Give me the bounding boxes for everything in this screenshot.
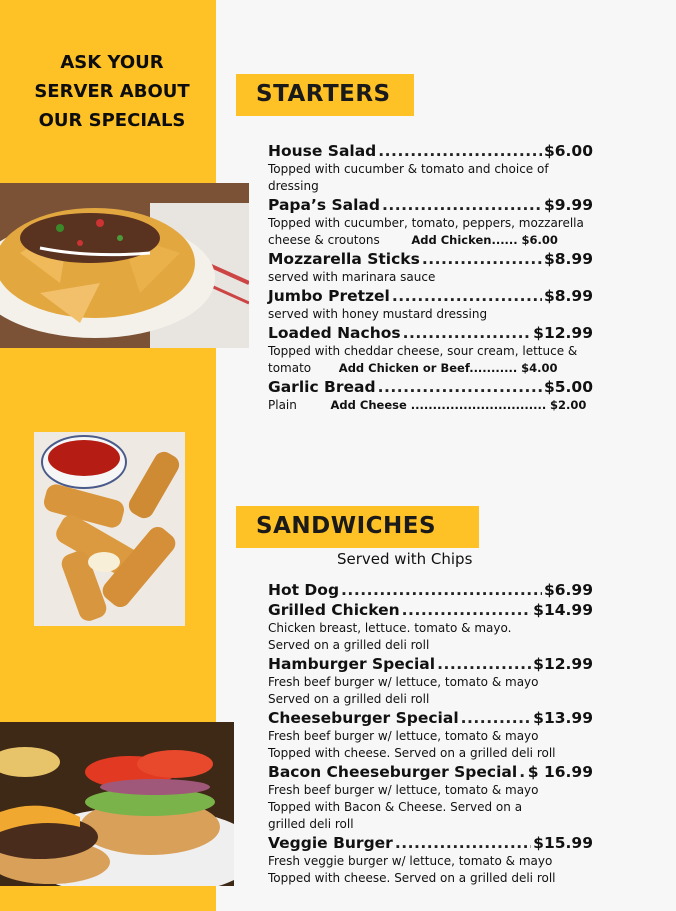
item-price: $6.99 [543,581,593,599]
sandwich-hamburger-special [268,654,593,708]
item-description: Fresh beef burger w/ lettuce, tomato & mayo [268,783,539,797]
item-description-addon-line [268,232,593,249]
item-description: Fresh beef burger w/ lettuce, tomato & mayo [268,675,539,689]
nachos-photo [0,183,249,348]
starters-heading [236,74,414,116]
item-name: Cheeseburger Special [268,709,459,727]
sandwiches-heading-text: SANDWICHES [256,513,437,539]
starter-garlic-bread [268,377,593,414]
item-price: $14.99 [533,601,593,619]
item-description: Topped with cucumber, tomato, peppers, mozzarella [268,216,584,230]
item-description: tomato [268,361,312,375]
specials-line-1: ASK YOUR [60,52,164,73]
dot-leader [403,323,532,343]
dot-leader [402,600,532,620]
dot-leader [395,833,531,853]
addon-price: $2.00 [550,398,587,412]
item-name: Mozzarella Sticks [268,250,420,268]
specials-line-3: OUR SPECIALS [38,110,186,131]
starter-papas-salad [268,195,593,249]
dot-leader [378,377,542,397]
item-price: $12.99 [533,324,593,342]
mozzarella-sticks-photo [34,432,185,626]
addon-label: Add Chicken...... [411,233,518,247]
item-description: dressing [268,179,319,193]
item-description: served with marinara sauce [268,270,436,284]
item-description: Fresh veggie burger w/ lettuce, tomato & mayo [268,854,553,868]
item-name: Hamburger Special [268,655,436,673]
item-description-addon-line [268,397,593,414]
item-description: Topped with Bacon & Cheese. Served on a [268,800,523,814]
item-price: $8.99 [543,250,593,268]
item-name: House Salad [268,142,377,160]
item-description-addon-line [268,360,593,377]
starter-loaded-nachos [268,323,593,377]
dot-leader [341,580,542,600]
item-price: $12.99 [533,655,593,673]
starters-heading-text: STARTERS [256,81,391,107]
item-description: Topped with cheese. Served on a grilled deli roll [268,746,556,760]
item-description: Chicken breast, lettuce. tomato & mayo. [268,621,512,635]
sandwich-hot-dog [268,580,593,600]
dot-leader [437,654,531,674]
sandwiches-heading [236,506,479,548]
item-description: Served on a grilled deli roll [268,692,430,706]
dot-leader [392,286,542,306]
item-description: Fresh beef burger w/ lettuce, tomato & mayo [268,729,539,743]
sandwiches-list [268,580,593,887]
addon-price: $4.00 [521,361,558,375]
item-description: cheese & croutons [268,233,380,247]
item-description: Plain [268,398,297,412]
item-description: Topped with cheese. Served on a grilled deli roll [268,871,556,885]
addon-label: Add Cheese ............................... [330,398,547,412]
starter-mozzarella-sticks [268,249,593,286]
item-name: Papa’s Salad [268,196,380,214]
item-description: grilled deli roll [268,817,354,831]
specials-callout [14,48,210,135]
dot-leader [382,195,542,215]
item-name: Grilled Chicken [268,601,400,619]
item-price: $13.99 [533,709,593,727]
item-name: Garlic Bread [268,378,376,396]
item-price: $8.99 [543,287,593,305]
item-price: $5.00 [543,378,593,396]
addon-label: Add Chicken or Beef........... [338,361,518,375]
item-price: $6.00 [543,142,593,160]
sandwiches-subtitle: Served with Chips [337,550,473,568]
sandwich-veggie-burger [268,833,593,887]
sandwich-grilled-chicken [268,600,593,654]
dot-leader [378,141,542,161]
dot-leader [519,762,526,782]
addon-price: $6.00 [521,233,558,247]
dot-leader [422,249,542,269]
item-price: $15.99 [533,834,593,852]
starters-list [268,141,593,414]
item-name: Veggie Burger [268,834,393,852]
item-price: $ 16.99 [527,763,593,781]
item-price: $9.99 [543,196,593,214]
item-description: Topped with cheddar cheese, sour cream, lettuce & [268,344,578,358]
cheeseburger-photo [0,722,234,886]
starter-jumbo-pretzel [268,286,593,323]
item-description: Topped with cucumber & tomato and choice of [268,162,549,176]
item-name: Hot Dog [268,581,340,599]
sandwich-bacon-cheeseburger-special [268,762,593,833]
item-name: Loaded Nachos [268,324,401,342]
specials-line-2: SERVER ABOUT [34,81,190,102]
item-description: Served on a grilled deli roll [268,638,430,652]
dot-leader [461,708,532,728]
item-name: Bacon Cheeseburger Special [268,763,518,781]
item-description: served with honey mustard dressing [268,307,488,321]
sandwich-cheeseburger-special [268,708,593,762]
item-name: Jumbo Pretzel [268,287,390,305]
starter-house-salad [268,141,593,195]
